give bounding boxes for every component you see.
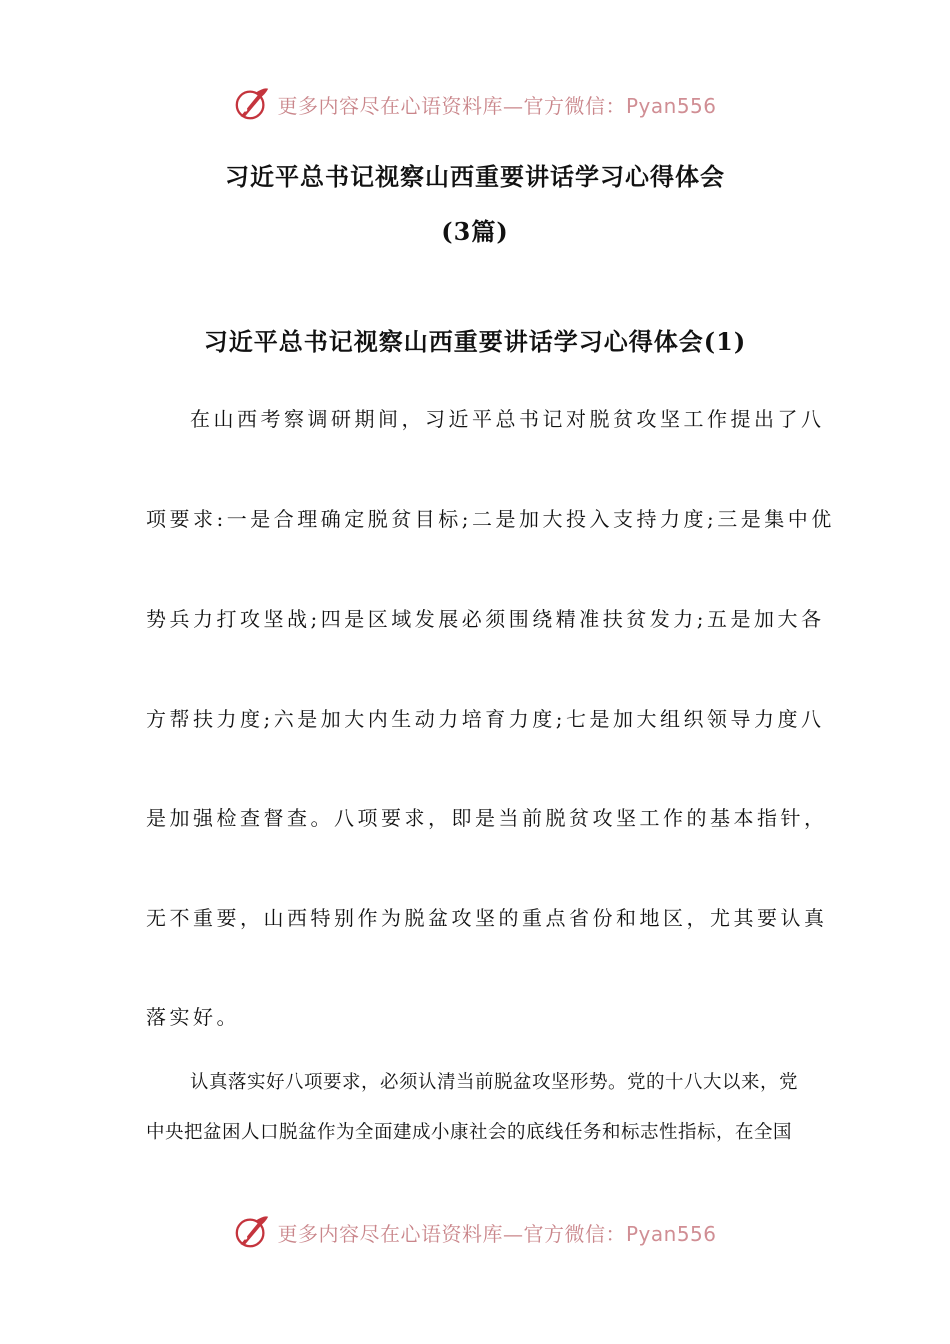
wechat-id: Pyan556 (625, 93, 717, 118)
paragraph-line: 落实好。 (146, 1005, 240, 1029)
section-title: 习近平总书记视察山西重要讲话学习心得体会(1) (203, 327, 747, 356)
paragraph-line: 势兵力打攻坚战;四是区域发展必须围绕精准扶贫发力;五是加大各 (146, 607, 825, 631)
paragraph-line: 无不重要，山西特别作为脱盆攻坚的重点省份和地区，尤其要认真 (146, 906, 828, 930)
paragraph-line: 中央把盆困人口脱盆作为全面建成小康社会的底线任务和标志性指标，在全国 (146, 1122, 793, 1143)
footer-watermark-banner (0, 1212, 950, 1252)
document-title: 习近平总书记视察山西重要讲话学习心得体会 (225, 162, 725, 191)
watermark-text: 更多内容尽在心语资料库—官方微信：Pyan556 (277, 1221, 717, 1246)
quill-pen-logo-icon (233, 85, 271, 123)
paragraph-line: 项要求:一是合理确定脱贫目标;二是加大投入支持力度;三是集中优 (146, 507, 835, 531)
watermark-text: 更多内容尽在心语资料库—官方微信：Pyan556 (277, 93, 717, 118)
document-title-count: (3篇) (441, 217, 509, 246)
paragraph-line: 方帮扶力度;六是加大内生动力培育力度;七是加大组织领导力度八 (146, 707, 825, 731)
paragraph-line: 是加强检查督查。八项要求，即是当前脱贫攻坚工作的基本指针， (146, 806, 828, 830)
wechat-id: Pyan556 (625, 1221, 717, 1246)
paragraph-line: 认真落实好八项要求，必须认清当前脱盆攻坚形势。党的十八大以来，党 (190, 1072, 799, 1093)
header-watermark-banner (0, 84, 950, 124)
paragraph-line: 在山西考察调研期间，习近平总书记对脱贫攻坚工作提出了八 (190, 407, 825, 431)
quill-pen-logo-icon (233, 1213, 271, 1251)
